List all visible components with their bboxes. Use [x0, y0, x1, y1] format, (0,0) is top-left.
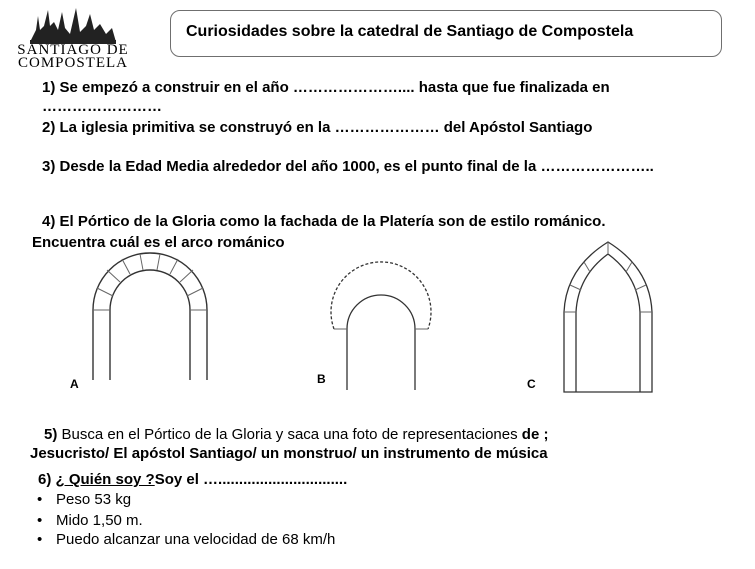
- arch-a-romanesque-icon: [90, 250, 210, 380]
- logo-line-1: SANTIAGO DE: [17, 42, 129, 58]
- page-title: Curiosidades sobre la catedral de Santiago de Compostela: [186, 23, 634, 40]
- question-6: 6) ¿ Quién soy ?Soy el …...............................: [38, 471, 348, 488]
- question-4: 4) El Pórtico de la Gloria como la fachada de la Platería son de estilo románico.: [42, 213, 606, 230]
- arch-b-horseshoe-icon: [330, 254, 432, 390]
- logo-line-2: COMPOSTELA: [17, 55, 128, 71]
- question-5: 5) Busca en el Pórtico de la Gloria y saca una foto de representaciones de ;: [44, 426, 549, 443]
- list-item: • Puedo alcanzar una velocidad de 68 km/h: [38, 531, 317, 548]
- arch-b-label: B: [317, 372, 326, 386]
- arch-c-label: C: [527, 377, 536, 391]
- question-5-options: Jesucristo/ El apóstol Santiago/ un monstruo/ un instrumento de música: [30, 445, 548, 462]
- list-item: • Peso 53 kg: [38, 491, 113, 508]
- arch-c-gothic-icon: [562, 240, 654, 392]
- question-4-instruction: Encuentra cuál es el arco románico: [32, 234, 285, 251]
- question-1: 1) Se empezó a construir en el año ………………….... hasta que fue finalizada en: [42, 79, 610, 96]
- question-2: 2) La iglesia primitiva se construyó en la ………………… del Apóstol Santiago: [42, 119, 593, 136]
- question-3: 3) Desde la Edad Media alrededor del año 1000, es el punto final de la …………………..: [42, 158, 654, 175]
- question-1-blank: ……………………: [42, 98, 162, 115]
- list-item: • Mido 1,50 m.: [38, 512, 125, 529]
- arch-a-label: A: [70, 377, 79, 391]
